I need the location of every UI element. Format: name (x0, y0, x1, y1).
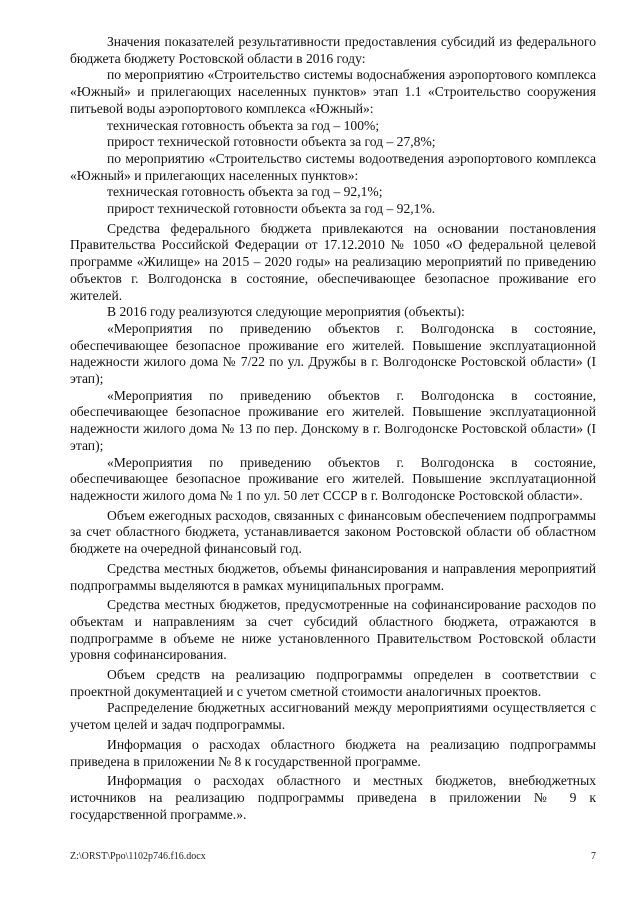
paragraph: Объем ежегодных расходов, связанных с финансовым обеспечением подпрограммы за счет областного бюджета, устанавливается законом Ростовской области об областном бюджете на очередной финансовый год. (70, 507, 596, 557)
paragraph: Средства местных бюджетов, объемы финансирования и направления мероприятий подпрограммы выделяются в рамках муниципальных программ. (70, 560, 596, 593)
paragraph: «Мероприятия по приведению объектов г. Волгодонска в состояние, обеспечивающее безопасное проживание его жителей. Повышение эксплуатационной надежности жилого дома № 7/22 по ул. Дружбы в г. Волгодонске Ростовской области» (I этап); (70, 320, 596, 387)
paragraph: по мероприятию «Строительство системы водоотведения аэропортового комплекса «Южный» и прилегающих населенных пунктов»: (70, 150, 596, 183)
paragraph: Средства местных бюджетов, предусмотренные на софинансирование расходов по объектам и направлениям за счет субсидий областного бюджета, отражаются в подпрограмме в объеме не ниже установленного Правительством Ростовской области уровня софинансирования. (70, 597, 596, 663)
page-number: 7 (591, 851, 596, 862)
paragraph: по мероприятию «Строительство системы водоснабжения аэропортового комплекса «Южный» и прилегающих населенных пунктов» этап 1.1 «Строительство сооружения питьевой воды аэропортового комплекса «Южный»: (70, 67, 596, 116)
document-body (70, 34, 596, 823)
paragraph: «Мероприятия по приведению объектов г. Волгодонска в состояние, обеспечивающее безопасное проживание его жителей. Повышение эксплуатационной надежности жилого дома № 13 по пер. Донскому в г. Волгодонске Ростовской области» (I этап); (70, 387, 596, 453)
paragraph: техническая готовность объекта за год – 100%; (107, 117, 380, 133)
file-path: Z:\ORST\Ppo\1102p746.f16.docx (70, 851, 206, 862)
paragraph: прирост технической готовности объекта за год – 27,8%; (107, 134, 436, 150)
paragraph: Распределение бюджетных ассигнований между мероприятиями осуществляется с учетом целей и задач подпрограммы. (70, 700, 596, 733)
paragraph: Средства федерального бюджета привлекаются на основании постановления Правительства Российской Федерации от 17.12.2010 № 1050 «О федеральной целевой программе «Жилище» на 2015 – 2020 годы» на реализацию мероприятий по приведению объектов г. Волгодонска в состояние, обеспечивающее безопасное проживание его жителей. (70, 220, 596, 303)
paragraph: «Мероприятия по приведению объектов г. Волгодонска в состояние, обеспечивающее безопасное проживание его жителей. Повышение эксплуатационной надежности жилого дома № 1 по ул. 50 лет СССР в г. Волгодонске Ростовской области». (70, 454, 596, 503)
paragraph: Информация о расходах областного и местных бюджетов, внебюджетных источников на реализацию подпрограммы приведена в приложении № 9 к государственной программе.». (70, 773, 596, 822)
paragraph: Объем средств на реализацию подпрограммы определен в соответствии с проектной документацией и с учетом сметной стоимости аналогичных проектов. (70, 667, 596, 699)
paragraph: техническая готовность объекта за год – 92,1%; (107, 184, 383, 200)
paragraph: прирост технической готовности объекта за год – 92,1%. (107, 201, 436, 217)
paragraph: Информация о расходах областного бюджета на реализацию подпрограммы приведена в приложении № 8 к государственной программе. (70, 736, 596, 769)
paragraph: Значения показателей результативности предоставления субсидий из федерального бюджета бюджету Ростовской области в 2016 году: (70, 34, 596, 66)
paragraph: В 2016 году реализуются следующие мероприятия (объекты): (107, 304, 465, 320)
